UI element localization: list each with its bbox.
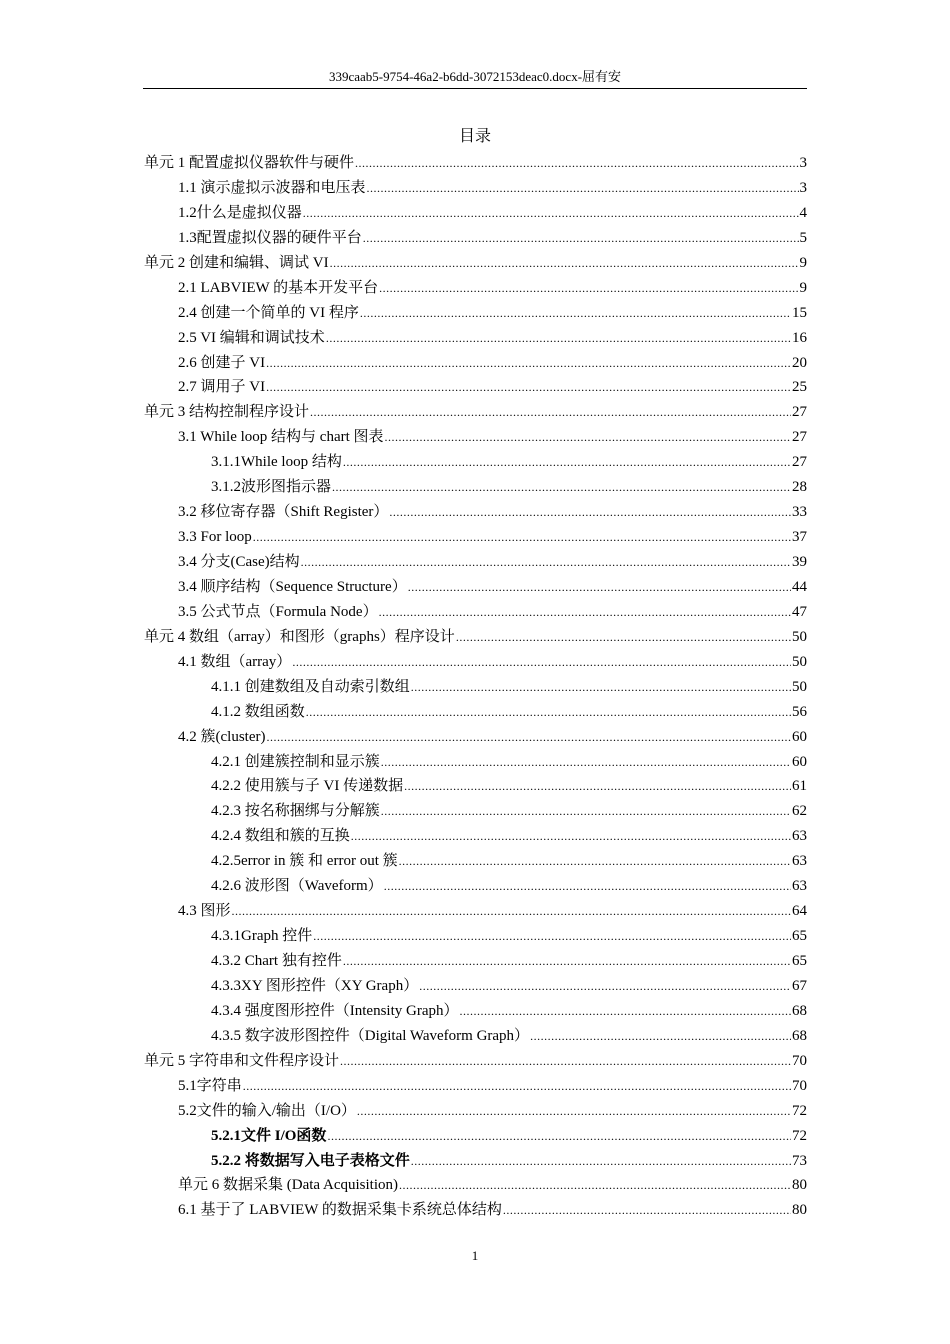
toc-entry[interactable] xyxy=(144,700,807,725)
toc-entry[interactable] xyxy=(144,326,807,351)
toc-dot-leader xyxy=(332,475,791,500)
toc-dot-leader xyxy=(411,1149,791,1174)
toc-dot-leader xyxy=(232,899,791,924)
toc-dot-leader xyxy=(399,849,791,874)
page-number: 1 xyxy=(471,1248,479,1263)
toc-entry-page: 15 xyxy=(792,304,807,321)
toc-entry-page: 27 xyxy=(792,429,807,446)
toc-dot-leader xyxy=(384,874,791,899)
toc-entry-page: 20 xyxy=(792,354,807,371)
toc-dot-leader xyxy=(530,1024,791,1049)
toc-entry-label: 2.1 LABVIEW 的基本开发平台 xyxy=(178,279,379,296)
toc-title: 目录 xyxy=(458,128,491,145)
toc-entry[interactable] xyxy=(144,1049,807,1074)
toc-entry-page: 60 xyxy=(792,728,807,745)
toc-entry[interactable] xyxy=(144,500,807,525)
toc-entry[interactable] xyxy=(144,600,807,625)
toc-entry[interactable] xyxy=(144,874,807,899)
toc-entry[interactable] xyxy=(144,625,807,650)
toc-entry-page: 28 xyxy=(792,479,807,496)
toc-entry-page: 56 xyxy=(792,703,807,720)
toc-entry-page: 72 xyxy=(792,1127,807,1144)
toc-entry-label: 2.5 VI 编辑和调试技术 xyxy=(178,329,325,346)
toc-dot-leader xyxy=(459,999,791,1024)
toc-entry-label: 4.1.1 创建数组及自动索引数组 xyxy=(211,678,410,695)
toc-entry-label: 单元 1 配置虚拟仪器软件与硬件 xyxy=(144,155,355,171)
toc-dot-leader xyxy=(351,824,791,849)
toc-entry-label: 3.4 顺序结构（Sequence Structure） xyxy=(178,578,407,595)
toc-entry[interactable] xyxy=(144,251,807,276)
toc-entry[interactable] xyxy=(144,725,807,750)
toc-dot-leader xyxy=(381,750,791,775)
toc-entry-page: 61 xyxy=(792,778,807,795)
toc-entry-page: 63 xyxy=(792,828,807,845)
toc-entry-page: 63 xyxy=(792,853,807,870)
toc-entry-label: 5.2.2 将数据写入电子表格文件 xyxy=(211,1152,410,1169)
toc-entry-page: 64 xyxy=(792,903,807,920)
toc-entry[interactable] xyxy=(144,301,807,326)
toc-entry[interactable] xyxy=(144,949,807,974)
toc-dot-leader xyxy=(330,251,799,276)
toc-entry[interactable] xyxy=(144,575,807,600)
toc-entry-label: 2.7 调用子 VI xyxy=(178,379,266,396)
toc-entry-page: 50 xyxy=(792,653,807,670)
toc-entry[interactable] xyxy=(144,226,807,251)
toc-dot-leader xyxy=(355,151,798,176)
toc-dot-leader xyxy=(303,201,799,226)
toc-entry-page: 80 xyxy=(792,1202,807,1219)
toc-entry[interactable] xyxy=(144,1074,807,1099)
toc-entry[interactable] xyxy=(144,924,807,949)
toc-entry[interactable] xyxy=(144,176,807,201)
table-of-contents xyxy=(144,151,807,1223)
toc-dot-leader xyxy=(306,700,791,725)
toc-dot-leader xyxy=(292,650,791,675)
toc-entry[interactable] xyxy=(144,799,807,824)
toc-dot-leader xyxy=(379,276,798,301)
toc-entry-label: 5.2文件的输入/输出（I/O） xyxy=(178,1102,356,1119)
toc-entry[interactable] xyxy=(144,1024,807,1049)
toc-entry-label: 3.5 公式节点（Formula Node） xyxy=(178,603,378,620)
toc-dot-leader xyxy=(327,1124,791,1149)
toc-entry-label: 4.1 数组（array） xyxy=(178,653,292,670)
toc-entry-page: 33 xyxy=(792,504,807,521)
toc-dot-leader xyxy=(266,725,791,750)
toc-entry-page: 50 xyxy=(792,678,807,695)
toc-entry-label: 4.2.3 按名称捆绑与分解簇 xyxy=(211,803,380,820)
toc-dot-leader xyxy=(419,974,791,999)
toc-entry-page: 44 xyxy=(792,578,807,595)
toc-entry-page: 65 xyxy=(792,953,807,969)
toc-entry-label: 3.1 While loop 结构与 chart 图表 xyxy=(178,429,384,446)
toc-dot-leader xyxy=(408,575,791,600)
toc-entry-page: 3 xyxy=(799,179,807,196)
toc-entry-label: 4.2.5error in 簇 和 error out 簇 xyxy=(211,853,398,870)
toc-entry-label: 4.3.3XY 图形控件（XY Graph） xyxy=(211,977,419,994)
toc-entry[interactable] xyxy=(144,351,807,376)
toc-dot-leader xyxy=(301,550,791,575)
toc-dot-leader xyxy=(381,799,791,824)
toc-entry[interactable] xyxy=(144,425,807,450)
toc-entry-label: 6.1 基于了 LABVIEW 的数据采集卡系统总体结构 xyxy=(178,1202,502,1219)
toc-entry[interactable] xyxy=(144,899,807,924)
toc-dot-leader xyxy=(357,1099,791,1124)
toc-dot-leader xyxy=(456,625,791,650)
toc-entry-label: 单元 3 结构控制程序设计 xyxy=(144,404,310,421)
toc-dot-leader xyxy=(253,525,791,550)
toc-entry-label: 单元 2 创建和编辑、调试 VI xyxy=(144,254,329,271)
toc-dot-leader xyxy=(379,600,791,625)
toc-entry-label: 单元 4 数组（array）和图形（graphs）程序设计 xyxy=(144,628,455,645)
toc-dot-leader xyxy=(310,400,791,425)
toc-dot-leader xyxy=(343,450,791,475)
toc-entry-page: 27 xyxy=(792,404,807,421)
toc-dot-leader xyxy=(326,326,791,351)
toc-entry[interactable] xyxy=(144,151,807,176)
toc-entry-label: 3.1.1While loop 结构 xyxy=(211,454,342,471)
toc-entry-label: 4.3 图形 xyxy=(178,903,231,920)
toc-entry-label: 单元 5 字符串和文件程序设计 xyxy=(144,1052,340,1069)
toc-entry-page: 5 xyxy=(799,229,807,246)
toc-dot-leader xyxy=(360,301,791,326)
toc-dot-leader xyxy=(340,1049,791,1074)
toc-entry[interactable] xyxy=(144,650,807,675)
toc-entry-label: 4.3.2 Chart 独有控件 xyxy=(211,953,342,969)
toc-dot-leader xyxy=(266,375,791,400)
toc-entry-label: 2.6 创建子 VI xyxy=(178,354,266,371)
toc-entry[interactable] xyxy=(144,400,807,425)
toc-entry-page: 67 xyxy=(792,977,807,994)
toc-entry-page: 68 xyxy=(792,1027,807,1044)
toc-entry-label: 1.3配置虚拟仪器的硬件平台 xyxy=(178,229,362,246)
toc-entry[interactable] xyxy=(144,450,807,475)
toc-entry[interactable] xyxy=(144,1124,807,1149)
toc-entry-label: 3.3 For loop xyxy=(178,529,252,546)
toc-entry-page: 60 xyxy=(792,753,807,770)
toc-entry[interactable] xyxy=(144,849,807,874)
toc-entry-page: 3 xyxy=(799,155,807,171)
toc-entry-page: 27 xyxy=(792,454,807,471)
toc-entry-label: 4.1.2 数组函数 xyxy=(211,703,305,720)
toc-entry-label: 4.3.4 强度图形控件（Intensity Graph） xyxy=(211,1002,459,1019)
toc-dot-leader xyxy=(266,351,791,376)
toc-dot-leader xyxy=(411,675,791,700)
toc-dot-leader xyxy=(385,425,791,450)
toc-dot-leader xyxy=(404,774,791,799)
toc-entry-page: 37 xyxy=(792,529,807,546)
toc-dot-leader xyxy=(313,924,791,949)
toc-entry[interactable] xyxy=(144,201,807,226)
toc-dot-leader xyxy=(503,1198,791,1223)
toc-dot-leader xyxy=(399,1173,791,1198)
toc-entry-label: 4.3.5 数字波形图控件（Digital Waveform Graph） xyxy=(211,1027,530,1044)
toc-entry-page: 63 xyxy=(792,878,807,895)
toc-entry[interactable] xyxy=(144,824,807,849)
toc-entry-label: 4.2 簇(cluster) xyxy=(178,728,266,745)
toc-dot-leader xyxy=(363,226,799,251)
toc-dot-leader xyxy=(343,949,791,974)
toc-entry[interactable] xyxy=(144,550,807,575)
toc-entry-page: 62 xyxy=(792,803,807,820)
toc-entry-page: 70 xyxy=(792,1052,807,1069)
toc-entry[interactable] xyxy=(144,1198,807,1223)
toc-entry-page: 80 xyxy=(792,1177,807,1194)
toc-entry-label: 4.2.1 创建簇控制和显示簇 xyxy=(211,753,380,770)
toc-entry[interactable] xyxy=(144,1099,807,1124)
toc-entry-page: 68 xyxy=(792,1002,807,1019)
toc-entry[interactable] xyxy=(144,774,807,799)
toc-entry[interactable] xyxy=(144,750,807,775)
toc-entry[interactable] xyxy=(144,974,807,999)
toc-entry[interactable] xyxy=(144,475,807,500)
page-header: 339caab5-9754-46a2-b6dd-3072153deac0.docx-屈有安 xyxy=(143,68,807,89)
toc-entry-page: 65 xyxy=(792,928,807,945)
toc-entry-label: 2.4 创建一个简单的 VI 程序 xyxy=(178,304,359,321)
toc-entry-page: 39 xyxy=(792,554,807,570)
toc-entry[interactable] xyxy=(144,1173,807,1198)
toc-entry-label: 4.2.4 数组和簇的互换 xyxy=(211,828,350,845)
toc-entry-label: 4.3.1Graph 控件 xyxy=(211,928,313,945)
toc-entry-label: 3.2 移位寄存器（Shift Register） xyxy=(178,504,389,521)
toc-entry-label: 4.2.6 波形图（Waveform） xyxy=(211,878,383,895)
toc-dot-leader xyxy=(367,176,799,201)
toc-entry[interactable] xyxy=(144,525,807,550)
toc-entry-page: 50 xyxy=(792,628,807,645)
toc-entry[interactable] xyxy=(144,1149,807,1174)
toc-entry-label: 4.2.2 使用簇与子 VI 传递数据 xyxy=(211,778,404,795)
toc-entry-label: 3.4 分支(Case)结构 xyxy=(178,554,300,570)
toc-dot-leader xyxy=(389,500,791,525)
toc-entry-page: 25 xyxy=(792,379,807,396)
toc-entry-page: 16 xyxy=(792,329,807,346)
toc-entry[interactable] xyxy=(144,675,807,700)
toc-entry-page: 70 xyxy=(792,1077,807,1094)
toc-entry[interactable] xyxy=(144,999,807,1024)
toc-entry-page: 73 xyxy=(792,1152,807,1169)
toc-entry[interactable] xyxy=(144,276,807,301)
toc-entry[interactable] xyxy=(144,375,807,400)
toc-entry-label: 1.1 演示虚拟示波器和电压表 xyxy=(178,179,366,196)
toc-entry-page: 47 xyxy=(792,603,807,620)
toc-entry-page: 9 xyxy=(799,254,807,271)
toc-entry-label: 1.2什么是虚拟仪器 xyxy=(178,204,302,221)
toc-entry-label: 5.1字符串 xyxy=(178,1077,242,1094)
toc-entry-label: 单元 6 数据采集 (Data Acquisition) xyxy=(178,1177,398,1194)
toc-entry-page: 4 xyxy=(799,204,807,221)
toc-entry-label: 5.2.1文件 I/O函数 xyxy=(211,1127,327,1144)
toc-entry-page: 9 xyxy=(799,279,807,296)
toc-entry-label: 3.1.2波形图指示器 xyxy=(211,479,332,496)
toc-dot-leader xyxy=(243,1074,791,1099)
toc-entry-page: 72 xyxy=(792,1102,807,1119)
